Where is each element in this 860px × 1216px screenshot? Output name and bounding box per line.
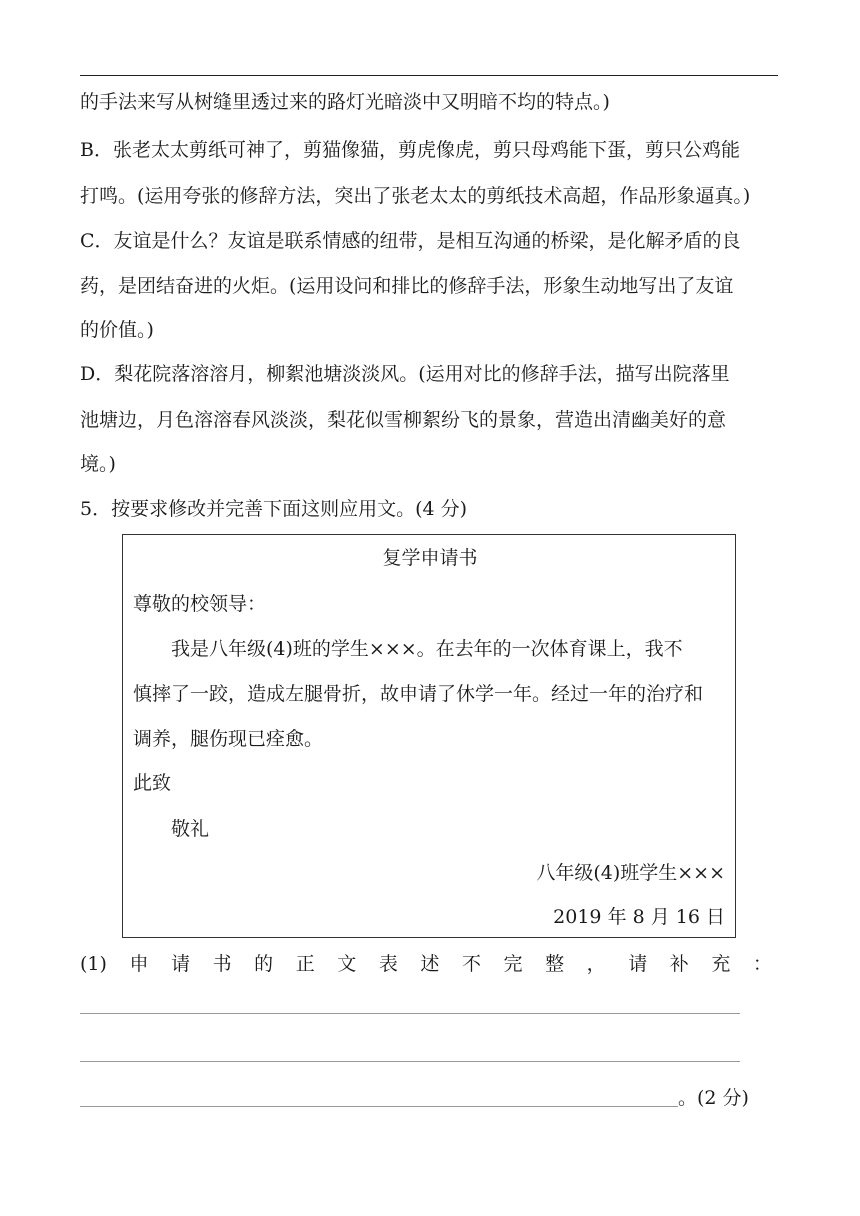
question-char: 不 (461, 953, 481, 975)
text-line-7: D．梨花院落溶溶月，柳絮池塘淡淡风。(运用对比的修辞手法，描写出院落里 (80, 363, 730, 385)
text-line-3: 打鸣。(运用夸张的修辞方法，突出了张老太太的剪纸技术高超，作品形象逼真。) (80, 185, 751, 207)
letter-closing: 此致 (133, 772, 172, 794)
question-char: 文 (337, 953, 357, 975)
answer-line-1[interactable] (80, 1013, 740, 1014)
text-line-9: 境。) (80, 453, 116, 475)
text-line-6: 的价值。) (80, 319, 154, 341)
question-char: 请 (628, 953, 648, 975)
question-char: ： (752, 953, 772, 975)
question-char: 充 (711, 953, 731, 975)
question-char: 正 (295, 953, 315, 975)
letter-body-line-1: 我是八年级(4)班的学生×××。在去年的一次体育课上，我不 (171, 638, 683, 660)
question-1-number: (1) (80, 953, 107, 975)
letter-salute: 敬礼 (171, 818, 210, 840)
question-char: 的 (254, 953, 274, 975)
top-rule (80, 75, 778, 76)
question-1-score: 。(2 分) (678, 1087, 749, 1109)
text-line-4: C．友谊是什么？友谊是联系情感的纽带，是相互沟通的桥梁，是化解矛盾的良 (80, 230, 741, 252)
question-char: 述 (420, 953, 440, 975)
question-char: 补 (669, 953, 689, 975)
letter-body-line-3: 调养，腿伤现已痊愈。 (133, 728, 324, 750)
letter-signature: 八年级(4)班学生××× (536, 862, 725, 884)
letter-body-line-2: 慎摔了一跤，造成左腿骨折，故申请了休学一年。经过一年的治疗和 (133, 683, 704, 705)
text-line-1: 的手法来写从树缝里透过来的路灯光暗淡中又明暗不均的特点。) (80, 91, 610, 113)
question-char: 整 (545, 953, 565, 975)
application-letter-box (122, 534, 736, 938)
question-char: 书 (212, 953, 232, 975)
answer-line-3[interactable] (80, 1106, 678, 1107)
question-5-heading: 5．按要求修改并完善下面这则应用文。(4 分) (80, 498, 468, 520)
letter-title: 复学申请书 (382, 547, 478, 569)
question-char: ， (586, 953, 606, 975)
letter-greeting: 尊敬的校领导： (133, 593, 267, 615)
question-char: 请 (171, 953, 191, 975)
text-line-5: 药，是团结奋进的火炬。(运用设问和排比的修辞手法，形象生动地写出了友谊 (80, 275, 734, 297)
text-line-2: B．张老太太剪纸可神了，剪猫像猫，剪虎像虎，剪只母鸡能下蛋，剪只公鸡能 (80, 139, 740, 161)
text-line-8: 池塘边，月色溶溶春风淡淡，梨花似雪柳絮纷飞的景象，营造出清幽美好的意 (80, 409, 727, 431)
letter-date: 2019 年 8 月 16 日 (553, 906, 725, 928)
question-char: 完 (503, 953, 523, 975)
question-1-prompt (80, 952, 772, 976)
question-char: 表 (378, 953, 398, 975)
question-char: 申 (129, 953, 149, 975)
answer-line-2[interactable] (80, 1061, 740, 1062)
